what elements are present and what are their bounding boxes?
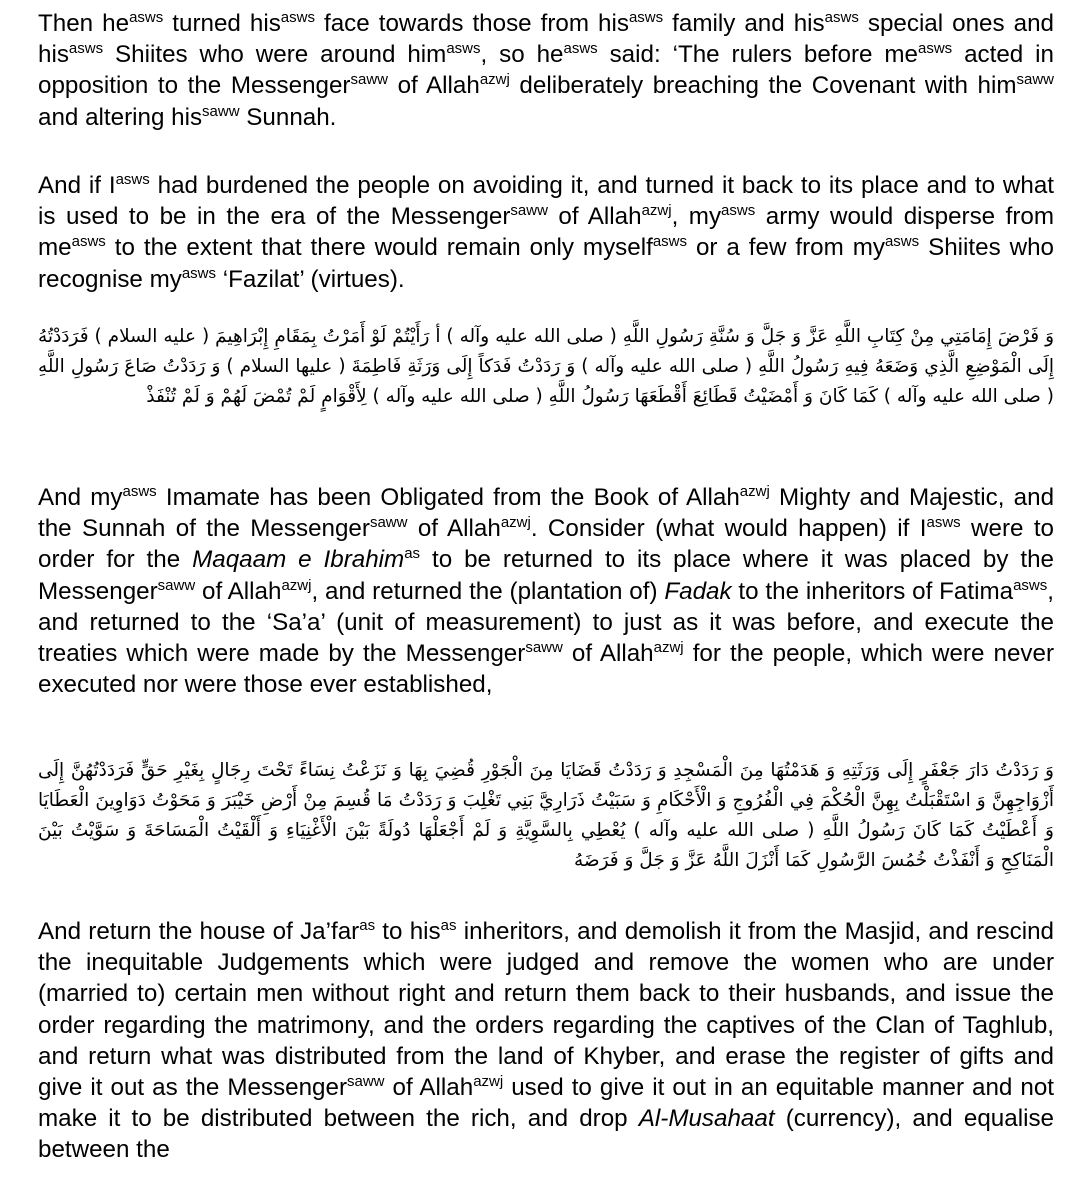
honorific: asws [115,171,150,188]
honorific: azwj [500,514,531,532]
honorific: asws [181,264,217,282]
honorific: asws [721,202,756,220]
honorific: azwj [641,202,672,220]
italic-term: Fadak [664,577,732,605]
honorific: asws [926,514,961,532]
honorific: asws [824,9,859,26]
honorific: saww [202,102,240,120]
honorific: as [359,917,376,934]
honorific: saww [347,1073,385,1091]
honorific: azwj [473,1073,504,1091]
honorific: asws [122,483,157,500]
italic-term: Al-Musahaat [638,1105,775,1133]
honorific: asws [280,9,315,26]
honorific: asws [446,40,481,58]
honorific: as [404,545,421,563]
honorific: asws [884,233,920,251]
honorific: asws [918,40,953,58]
honorific: saww [350,71,389,89]
honorific: azwj [479,71,510,89]
paragraph-2: And if $I^{asws}$ had burdened the people on avoiding it, and turned it back to its place and to what is used to be in the era of the Messenger$^{saww}$ of Allah$^{azwj}$, $my^{asws}$ army would disperse from $me^{asws}$ to the extent that there would remain only myself$^{asws}$ or a few from $my^{asws}$ Shiites who recognise $my^{asws}$ ‘Fazilat’ (virtues). [38,171,1055,293]
honorific: saww [157,576,196,594]
honorific: saww [1016,71,1054,89]
honorific: asws [563,40,598,58]
paragraph-3: And $my^{asws}$ Imamate has been Obligated from the Book of Allah$^{azwj}$ Mighty and Majestic, and the Sunnah of the Messenger$^{saww}$ of Allah$^{azwj}$. Consider (what would happen) if $I^{asws}$ were to order for the Maqaam e Ibrahim$^{as}$ to be returned to its place where it was placed by the Messenger$^{saww}$ of Allah$^{azwj}$, and returned the (plantation of) Fadak to the inheritors of Fatima$^{asws}$, and returned to the ‘Sa’a’ (unit of measurement) to just as it was before, and execute the treaties which were made by the Messenger$^{saww}$ of Allah$^{azwj}$ for the people, which were never executed nor were those ever established, [38,483,1055,699]
honorific: azwj [281,576,312,594]
paragraph-1: Then $he^{asws}$ turned his$^{asws}$ face towards those from his$^{asws}$ family and his$^{asws}$ special ones and his$^{asws}$ Shiites who were around him$^{asws}$, so $he^{asws}$ said: ‘The rulers before $me^{asws}$ acted in opposition to the Messenger$^{saww}$ of Allah$^{azwj}$ deliberately breaching the Covenant with him$^{saww}$ and altering his$^{saww}$ Sunnah. [38,9,1054,131]
honorific: asws [129,9,164,26]
honorific: asws [652,233,688,251]
honorific: saww [510,202,548,220]
honorific: asws [68,40,104,58]
honorific: azwj [653,639,684,657]
italic-term: Maqaam e Ibrahim [192,546,405,574]
paragraph-4: And return the house of Ja’far$^{as}$ to his$^{as}$ inheritors, and demolish it from the Masjid, and rescind the inequitable Judgements which were judged and remove the women who are under (married to) certain men without right and return them back to their husbands, and issue the order regarding the matrimony, and the orders regarding the captives of the Clan of Taghlub, and return what was distributed from the land of Khyber, and erase the register of gifts and give it out as the Messenger$^{saww}$ of Allah$^{azwj}$ used to give it out in an equitable manner and not make it to be distributed between the rich, and drop Al-Musahaat (currency), and equalise between the [38,917,1055,1164]
honorific: saww [525,639,563,657]
honorific: as [440,917,457,934]
arabic-passage-2: وَ رَدَدْتُ دَارَ جَعْفَرٍ إِلَى وَرَثَتِهِ وَ هَدَمْتُهَا مِنَ الْمَسْجِدِ وَ رَدَدْتُ قَضَايَا مِنَ الْجَوْرِ قُضِيَ بِهَا وَ نَزَعْتُ نِسَاءً تَحْتَ رِجَالٍ بِغَيْرِ حَقٍّ فَرَدَدْتُهُنَّ إِلَى أَزْوَاجِهِنَّ وَ اسْتَقْبَلْتُ بِهِنَّ الْحُكْمَ فِي الْفُرُوجِ وَ الْأَحْكَامِ وَ سَبَيْتُ ذَرَارِيَّ بَنِي تَغْلِبَ وَ رَدَدْتُ مَا قُسِمَ مِنْ أَرْضِ خَيْبَرَ وَ مَحَوْتُ دَوَاوِينَ الْعَطَايَا وَ أَعْطَيْتُ كَمَا كَانَ رَسُولُ اللَّهِ ( صلى الله عليه وآله ) يُعْطِي بِالسَّوِيَّةِ وَ لَمْ أَجْعَلْهَا دُولَةً بَيْنَ الْأَغْنِيَاءِ وَ أَلْقَيْتُ الْمَسَاحَةَ وَ سَوَّيْتُ بَيْنَ الْمَنَاكِحِ وَ أَنْفَذْتُ خُمُسَ الرَّسُولِ كَمَا أَنْزَلَ اللَّهُ عَزَّ وَ جَلَّ وَ فَرَضَهُ [38,760,1054,871]
arabic-passage-1: وَ فَرْضَ إِمَامَتِي مِنْ كِتَابِ اللَّهِ عَزَّ وَ جَلَّ وَ سُنَّةِ رَسُولِ اللَّهِ ( صلى الله عليه وآله ) أ رَأَيْتُمْ لَوْ أَمَرْتُ بِمَقَامِ إِبْرَاهِيمَ ( عليه السلام ) فَرَدَدْتُهُ إِلَى الْمَوْضِعِ الَّذِي وَضَعَهُ فِيهِ رَسُولُ اللَّهِ ( صلى الله عليه وآله ) وَ رَدَدْتُ فَدَكاً إِلَى وَرَثَةِ فَاطِمَةَ ( عليها السلام ) وَ رَدَدْتُ صَاعَ رَسُولِ اللَّهِ ( صلى الله عليه وآله ) كَمَا كَانَ وَ أَمْضَيْتُ قَطَائِعَ أَقْطَعَهَا رَسُولُ اللَّهِ ( صلى الله عليه وآله ) لِأَقْوَامٍ لَمْ تُمْضَ لَهُمْ وَ لَمْ تُنْفَذْ [38,326,1054,407]
honorific: asws [1013,576,1048,594]
honorific: azwj [739,483,770,500]
honorific: saww [369,514,408,532]
honorific: asws [71,233,106,251]
honorific: asws [628,9,664,26]
